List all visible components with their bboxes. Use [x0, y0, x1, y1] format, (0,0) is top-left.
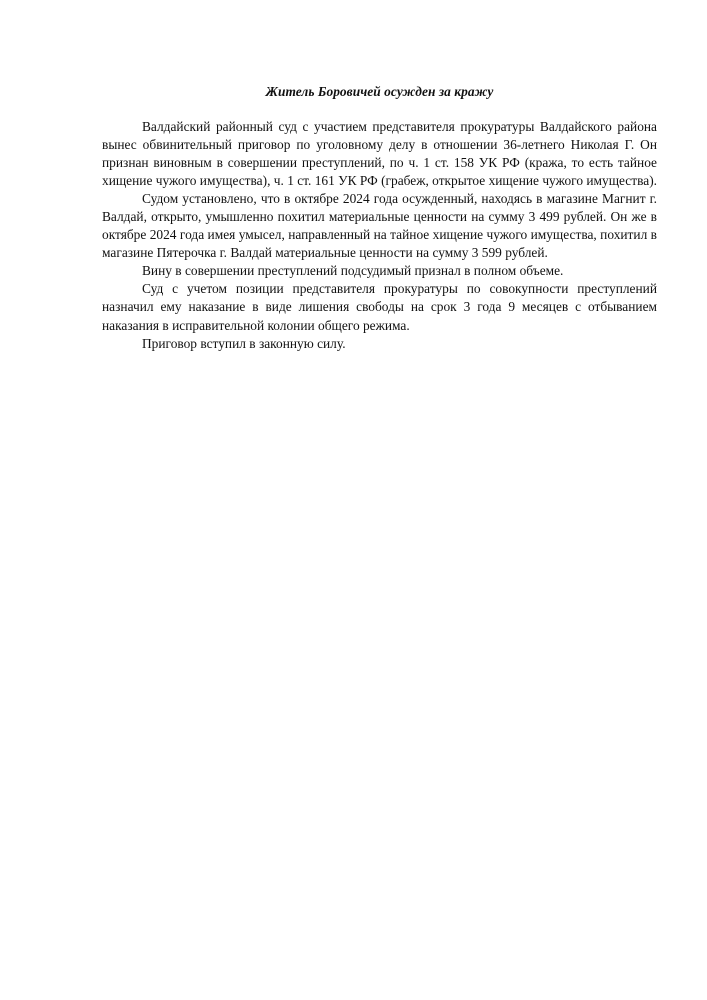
paragraph-court-verdict: Валдайский районный суд с участием представителя прокуратуры Валдайского района вынес обвинительный приговор по уголовному делу в отношении 36-летнего Николая Г. Он признан виновным в совершении преступлений, по ч. 1 ст. 158 УК РФ (кража, то есть тайное хищение чужого имущества), ч. 1 ст. 161 УК РФ (грабеж, открытое хищение чужого имущества). [102, 119, 657, 189]
paragraph-sentence: Суд с учетом позиции представителя прокуратуры по совокупности преступлений назначил ему наказание в виде лишения свободы на срок 3 года 9 месяцев с отбыванием наказания в исправительной колонии общего режима. [102, 281, 657, 333]
paragraph-guilt-admission: Вину в совершении преступлений подсудимый признал в полном объеме. [142, 263, 564, 279]
document-title: Житель Боровичей осужден за кражу [265, 84, 494, 99]
paragraph-verdict-in-force: Приговор вступил в законную силу. [142, 335, 346, 351]
document-body [102, 84, 657, 353]
paragraph-established-facts: Судом установлено, что в октябре 2024 года осужденный, находясь в магазине Магнит г. Валдай, открыто, умышленно похитил материальные ценности на сумму 3 499 рублей. Он же в октябре 2024 года имея умысел, направленный на тайное хищение чужого имущества, похитил в магазине Пятерочка г. Валдай материальные ценности на сумму 3 599 рублей. [102, 191, 657, 261]
